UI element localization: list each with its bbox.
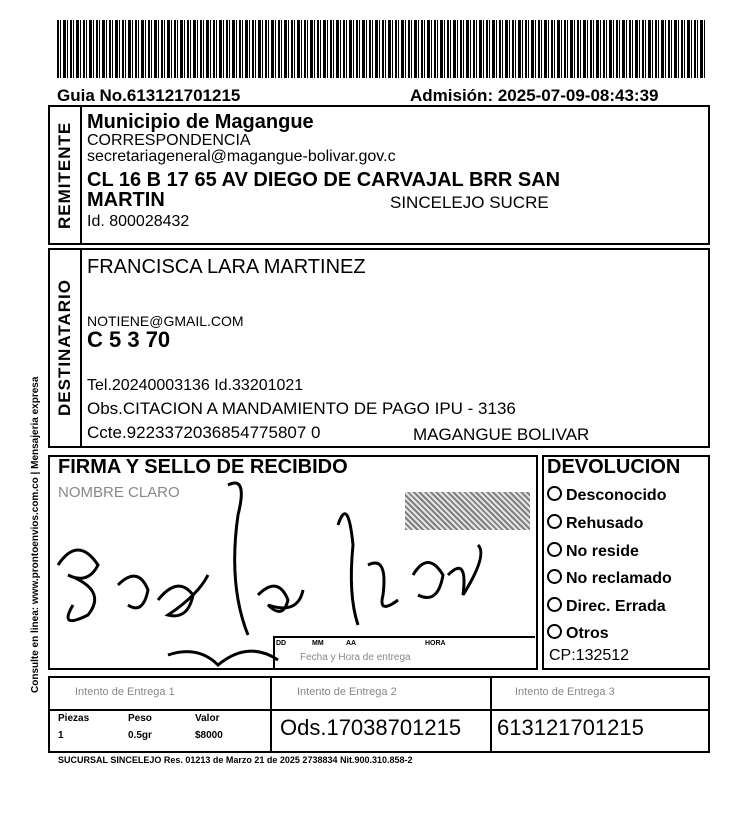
remitente-address-1: CL 16 B 17 65 AV DIEGO DE CARVAJAL BRR SAN <box>87 169 561 191</box>
admision-date: Admisión: 2025-07-09-08:43:39 <box>410 86 659 105</box>
valor-value: $8000 <box>195 730 223 741</box>
option-otros[interactable]: Otros <box>547 624 609 643</box>
signature-stroke-3 <box>158 575 208 616</box>
option-no-reside[interactable]: No reside <box>547 542 639 561</box>
signature <box>48 455 538 695</box>
signature-stroke-8 <box>413 563 443 598</box>
remitente-dept: CORRESPONDENCIA <box>87 132 251 149</box>
option-no-reclamado[interactable]: No reclamado <box>547 569 672 588</box>
firma-title: FIRMA Y SELLO DE RECIBIDO <box>58 456 348 478</box>
destinatario-obs: Obs.CITACION A MANDAMIENTO DE PAGO IPU - 3136 <box>87 399 516 418</box>
devolucion-title: DEVOLUCION <box>547 456 681 478</box>
remitente-id: Id. 800028432 <box>87 213 190 230</box>
signature-stroke-10 <box>168 651 278 665</box>
guia-number: Guia No.613121701215 <box>57 86 241 105</box>
fecha-label: Fecha y Hora de entrega <box>300 652 411 663</box>
intento-2: Intento de Entrega 2 <box>297 686 397 698</box>
fecha-dd: DD <box>276 640 287 647</box>
remitente-city: SINCELEJO SUCRE <box>390 193 549 212</box>
destinatario-name: FRANCISCA LARA MARTINEZ <box>87 256 366 278</box>
valor-label: Valor <box>195 713 220 724</box>
nombre-claro-label: NOMBRE CLARO <box>58 484 180 501</box>
guia-number-box: 613121701215 <box>497 715 644 740</box>
radio-circle-icon <box>547 514 562 529</box>
destinatario-city: MAGANGUE BOLIVAR <box>413 425 590 444</box>
intento-3: Intento de Entrega 3 <box>515 686 615 698</box>
signature-stroke-5 <box>258 586 303 611</box>
destinatario-address: C 5 3 70 <box>87 327 171 352</box>
radio-circle-icon <box>547 624 562 639</box>
option-direc-errada[interactable]: Direc. Errada <box>547 597 666 616</box>
destinatario-tel: Tel.20240003136 Id.33201021 <box>87 377 304 394</box>
remitente-email: secretariageneral@magangue-bolivar.gov.c <box>87 148 396 165</box>
option-desconocido[interactable]: Desconocido <box>547 486 666 505</box>
radio-circle-icon <box>547 486 562 501</box>
barcode <box>57 20 707 78</box>
remitente-name: Municipio de Magangue <box>87 111 314 133</box>
signature-stroke-2 <box>118 576 148 608</box>
piezas-label: Piezas <box>58 713 90 724</box>
devolucion-cp: CP:132512 <box>549 647 630 664</box>
remitente-label: REMITENTE <box>55 121 74 229</box>
side-info-text: Consulte en linea: www.prontoenvios.com.co | Mensajeria expresa <box>30 376 41 694</box>
ods-number: Ods.17038701215 <box>280 715 462 740</box>
peso-label: Peso <box>128 713 152 724</box>
radio-circle-icon <box>547 597 562 612</box>
intento-1: Intento de Entrega 1 <box>75 686 175 698</box>
signature-stroke-1 <box>58 550 98 621</box>
radio-circle-icon <box>547 569 562 584</box>
radio-circle-icon <box>547 542 562 557</box>
signature-stroke-7 <box>368 563 398 606</box>
fecha-mm: MM <box>312 640 324 647</box>
signature-stroke-6 <box>338 514 358 625</box>
option-rehusado[interactable]: Rehusado <box>547 514 643 533</box>
destinatario-label: DESTINATARIO <box>55 279 74 416</box>
fecha-aa: AA <box>346 640 357 647</box>
signature-stroke-9 <box>448 545 481 595</box>
remitente-address-2: MARTIN <box>87 189 165 211</box>
piezas-value: 1 <box>58 730 64 741</box>
footer-text: SUCURSAL SINCELEJO Res. 01213 de Marzo 21 de 2025 2738834 Nit.900.310.858-2 <box>58 755 413 765</box>
destinatario-email: NOTIENE@GMAIL.COM <box>87 313 244 329</box>
fecha-hora: HORA <box>425 640 446 647</box>
destinatario-ccte: Ccte.9223372036854775807 0 <box>87 423 321 442</box>
peso-value: 0.5gr <box>128 730 152 741</box>
signature-stroke-4 <box>228 483 248 635</box>
